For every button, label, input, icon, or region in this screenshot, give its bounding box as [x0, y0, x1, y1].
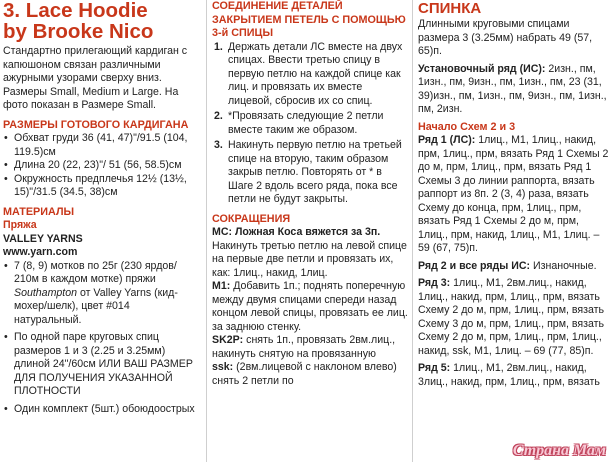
yarn-label: Пряжа — [3, 219, 37, 231]
setup-row — [418, 63, 610, 117]
back-intro: Длинными круговыми спицами размера 3 (3.25мм) набрать 49 (57, 65)п. — [418, 18, 593, 57]
pattern-title-line1: 3. Lace Hoodie — [3, 0, 148, 22]
chart-heading: Начало Схем 2 и 3 — [418, 120, 516, 133]
abbr-term: МС: Ложная Коса вяжется за 3п. — [212, 226, 381, 238]
abbr-term: SK2P: — [212, 334, 244, 346]
size-item: • Обхват груди 36 (41, 47)"/91.5 (104, 119.5)см — [0, 132, 200, 159]
materials-list — [0, 260, 200, 417]
pattern-title-line2: by Brooke Nico — [3, 20, 154, 43]
abbreviation-item — [212, 334, 408, 361]
sizes-list — [0, 132, 200, 200]
yarn-brand: VALLEY YARNS — [3, 232, 83, 245]
column-joining — [212, 0, 408, 462]
row-instruction — [418, 260, 610, 274]
row-label: Ряд 1 (ЛС): — [418, 134, 476, 146]
abbr-definition: (2вм.лицевой с наклоном влево) снять 2 петли по — [212, 361, 397, 387]
material-item: • Один комплект (5шт.) обоюдоострых — [0, 403, 200, 417]
row-text: 1лиц., М1, 2вм.лиц., накид, 3лиц., накид, прм, 1лиц., прм, вязать — [418, 362, 600, 388]
row-label: Ряд 2 и все ряды ИС: — [418, 259, 531, 272]
row-label: Ряд 5: — [418, 362, 451, 374]
site-watermark: Страна Мам — [512, 442, 606, 459]
step-number: 1. — [214, 40, 223, 53]
size-item: • Окружность предплечья 12½ (13½, 15)"/31.5 (34.5, 38)см — [0, 173, 200, 200]
back-heading: СПИНКА — [418, 0, 482, 17]
column-back — [418, 0, 610, 462]
abbr-definition: Накинуть третью петлю на левой спице на первые две петли и провязать их, как: 1лиц., накид, 1лиц. — [212, 239, 407, 279]
step-text: Накинуть первую петлю на третьей спице на вторую, таким образом закрыв петлю. Повторять от * в Шаге 2 вдоль всего ряда, пока все петли не будут закрыты. — [228, 139, 402, 205]
row-text: 1лиц., М1, 1лиц., накид, прм, 1лиц., прм, вязать Ряд 1 Схемы 2 до м, прм, 1лиц., прм, вязать Ряд 1 Схемы 3 до линии раппорта, вязать раппорт из 8п. 2 (3, 4) раза, вязать Схему до конца, прм, 1лиц., прм, вязать Ряд 1 Схемы 2 до м, прм, 1лиц., прм, накид, 1лиц., М1, 1лиц. – 59 (67, 75)п. — [418, 134, 609, 254]
joining-step — [212, 139, 408, 207]
pattern-title — [3, 0, 200, 42]
setup-label: Установочный ряд (ИС): — [418, 62, 546, 75]
step-text: Держать детали ЛС вместе на двух спицах. Ввести третью спицу в первую петлю на каждой спице как лиц. и провязать их вместе лицевой, сбросив их со спиц. — [228, 40, 403, 107]
joining-heading: СОЕДИНЕНИЕ ДЕТАЛЕЙ ЗАКРЫТИЕМ ПЕТЕЛЬ С ПОМОЩЬЮ 3-й СПИЦЫ — [212, 0, 406, 39]
row-text: Изнаночные. — [530, 259, 597, 272]
material-item — [0, 260, 200, 328]
column-intro — [0, 0, 200, 462]
abbreviations-heading: СОКРАЩЕНИЯ — [212, 212, 291, 225]
material-item: • По одной паре круговых спиц размеров 1 и 3 (2.25 и 3.25мм) длиной 24"/60см ИЛИ ВАШ РАЗМЕР ДЛЯ ПОЛУЧЕНИЯ УКАЗАННОЙ ПЛОТНОСТИ — [0, 331, 200, 399]
row-instruction — [418, 277, 610, 358]
sizes-heading: РАЗМЕРЫ ГОТОВОГО КАРДИГАНА — [3, 118, 189, 131]
materials-heading: МАТЕРИАЛЫ — [3, 205, 75, 218]
row-text: 1лиц., М1, 2вм.лиц., накид, 1лиц., накид, прм, 1лиц., прм, вязать Схему 2 до м, прм, 1лиц., прм, вязать Схему 3 до м, прм, 1лиц., прм, вязать Схему 2 до м, прм, 1лиц., прм, 1лиц., накид, ssk, M1, 1лиц. – 69 (77, 85)п. — [418, 277, 605, 357]
column-divider — [206, 0, 207, 462]
brand-url[interactable]: www.yarn.com — [3, 246, 78, 258]
abbr-term: М1: — [212, 280, 231, 292]
setup-text: 2изн., пм, 1изн., пм, 9изн., пм, 1изн., пм, 23 (31, 39)изн., пм, 1изн., пм, 9изн., пм, 1изн., пм, 2изн. — [418, 62, 607, 115]
abbr-term: ssk: — [212, 361, 234, 373]
row-instruction — [418, 362, 610, 389]
row-instruction — [418, 134, 610, 256]
step-number: 2. — [214, 110, 223, 122]
joining-steps — [212, 41, 408, 207]
material-text-end: от Valley Yarns (кид-мохер/шелк), цвет #014 натуральный. — [14, 286, 178, 326]
row-label: Ряд 3: — [418, 277, 451, 289]
intro-paragraph: Стандартно прилегающий кардиган с капюшоном связан различными ажурными узорами сверху вниз. Размеры Small, Medium и Large. На фото показан в Размере Small. — [3, 45, 188, 111]
joining-step — [212, 41, 408, 109]
abbreviation-item — [212, 226, 408, 280]
joining-step — [212, 110, 408, 137]
step-number: 3. — [214, 139, 223, 151]
size-item: • Длина 20 (22, 23)"/ 51 (56, 58.5)см — [0, 159, 200, 173]
yarn-name: Southampton — [14, 286, 78, 299]
step-text: *Провязать следующие 2 петли вместе таким же образом. — [228, 110, 384, 136]
abbr-definition: Добавить 1п.; поднять поперечную между двумя спицами спереди назад концом левой спицы, провязать ее лиц. за заднюю стенку. — [212, 280, 408, 333]
column-divider — [412, 0, 413, 462]
abbr-definition: снять 1п., провязать 2вм.лиц., накинуть снятую на провязанную — [212, 334, 396, 360]
abbreviation-item — [212, 280, 408, 334]
material-text: 7 (8, 9) мотков по 25г (230 ярдов/ 210м в каждом мотке) пряжи — [14, 259, 177, 285]
abbreviation-item — [212, 361, 408, 388]
